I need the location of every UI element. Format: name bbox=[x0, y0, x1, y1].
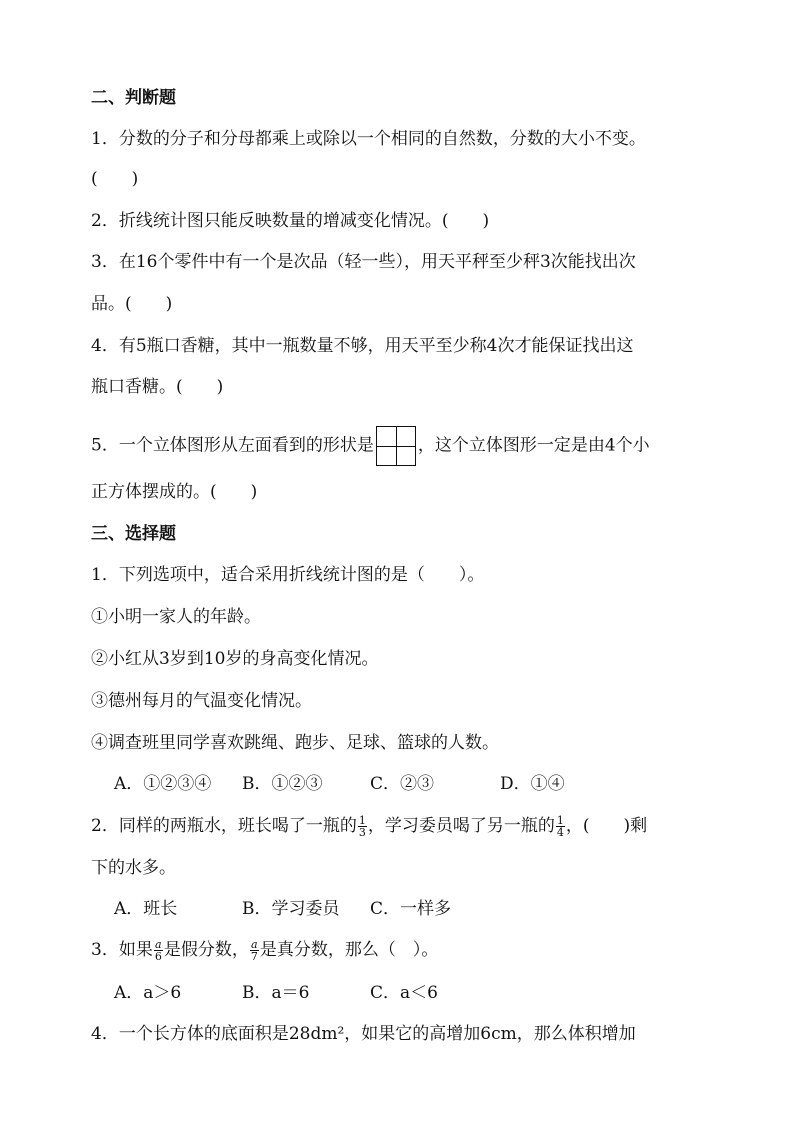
choice-q2-options bbox=[114, 897, 451, 921]
choice-q3-text-a: 3．如果 bbox=[91, 940, 153, 960]
choice-q3 bbox=[91, 938, 438, 962]
fraction-numerator: 1 bbox=[556, 814, 564, 827]
choice-q1-option-a: A．①②③④ bbox=[114, 774, 212, 794]
fraction-denominator: 7 bbox=[250, 950, 258, 963]
choice-q3-option-a: A．a＞6 bbox=[114, 983, 182, 1003]
choice-q1-option-c: C．②③ bbox=[370, 774, 435, 794]
four-square-grid-figure bbox=[376, 426, 416, 466]
fraction-one-third bbox=[358, 815, 367, 838]
fraction-numerator: 1 bbox=[358, 814, 366, 827]
choice-q1-options bbox=[114, 772, 565, 796]
judgment-q2: 2．折线统计图只能反映数量的增减变化情况。( ) bbox=[91, 211, 490, 231]
choice-q2-option-a: A．班长 bbox=[114, 899, 178, 919]
choice-q1-option-d: D．①④ bbox=[500, 774, 565, 794]
choice-q1-item4: ④调查班里同学喜欢跳绳、跑步、足球、篮球的人数。 bbox=[91, 733, 499, 753]
judgment-q5-line2: 正方体摆成的。( ) bbox=[91, 482, 258, 502]
choice-q2-text-b: ，学习委员喝了另一瓶的 bbox=[367, 816, 555, 836]
choice-q1-option-b: B．①②③ bbox=[242, 774, 323, 794]
choice-q3-option-c: C．a＜6 bbox=[370, 983, 438, 1003]
section-title-judgment: 二、判断题 bbox=[91, 88, 176, 108]
fraction-denominator: 3 bbox=[358, 826, 366, 839]
choice-q1: 1．下列选项中，适合采用折线统计图的是（ ）。 bbox=[91, 565, 485, 585]
choice-q4: 4．一个长方体的底面积是28dm²，如果它的高增加6cm，那么体积增加 bbox=[91, 1024, 636, 1044]
choice-q2-option-b: B．学习委员 bbox=[242, 899, 340, 919]
section-title-choice: 三、选择题 bbox=[91, 524, 176, 544]
choice-q3-text-b: 是假分数， bbox=[163, 940, 249, 960]
choice-q1-item3: ③德州每月的气温变化情况。 bbox=[91, 691, 312, 711]
judgment-q1-line1: 1．分数的分子和分母都乘上或除以一个相同的自然数，分数的大小不变。 bbox=[91, 129, 646, 149]
judgment-q3-line2: 品。( ) bbox=[91, 294, 173, 314]
choice-q3-text-c: 是真分数，那么（ ）。 bbox=[259, 940, 439, 960]
choice-q3-option-b: B．a＝6 bbox=[242, 983, 310, 1003]
choice-q2-text-c: ，( )剩 bbox=[565, 816, 648, 836]
judgment-q5-text-after: ，这个立体图形一定是由4个小 bbox=[417, 435, 650, 456]
judgment-q3-line1: 3．在16个零件中有一个是次品（轻一些），用天平秤至少秤3次能找出次 bbox=[91, 252, 636, 272]
judgment-q1-line2: ( ) bbox=[91, 169, 139, 189]
fraction-one-fourth bbox=[556, 815, 565, 838]
fraction-numerator: a bbox=[251, 938, 258, 951]
choice-q3-options bbox=[114, 981, 438, 1005]
choice-q2-option-c: C．一样多 bbox=[370, 899, 452, 919]
fraction-a-over-6 bbox=[154, 939, 163, 962]
choice-q2-line1 bbox=[91, 814, 647, 838]
fraction-a-over-7 bbox=[250, 939, 259, 962]
fraction-numerator: a bbox=[155, 938, 162, 951]
judgment-q5-text-before: 5．一个立体图形从左面看到的形状是 bbox=[91, 435, 374, 456]
choice-q1-item1: ①小明一家人的年龄。 bbox=[91, 607, 261, 627]
choice-q1-item2: ②小红从3岁到10岁的身高变化情况。 bbox=[91, 649, 379, 669]
judgment-q4-line2: 瓶口香糖。( ) bbox=[91, 377, 224, 397]
choice-q2-line2: 下的水多。 bbox=[91, 858, 176, 878]
fraction-denominator: 4 bbox=[556, 826, 564, 839]
choice-q2-text-a: 2．同样的两瓶水，班长喝了一瓶的 bbox=[91, 816, 357, 836]
judgment-q4-line1: 4．有5瓶口香糖，其中一瓶数量不够，用天平至少称4次才能保证找出这 bbox=[91, 336, 634, 356]
fraction-denominator: 6 bbox=[154, 950, 162, 963]
judgment-q5-line1 bbox=[91, 426, 650, 466]
